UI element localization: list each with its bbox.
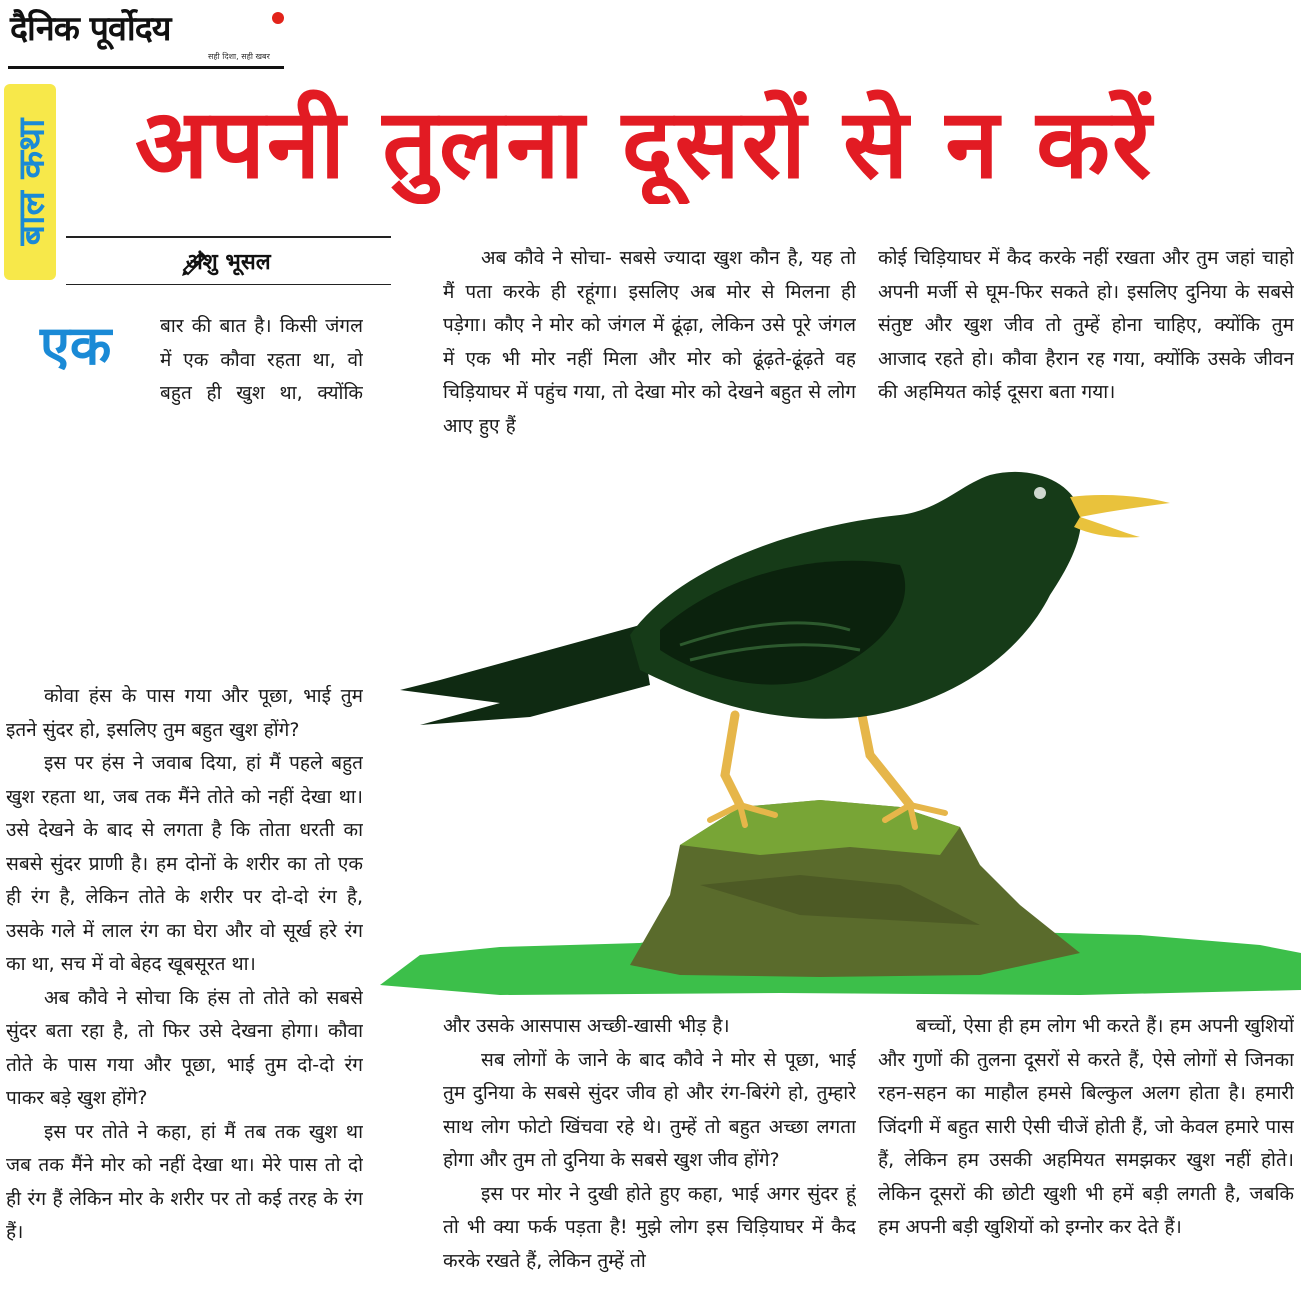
col1-paragraph-2: कोवा हंस के पास गया और पूछा, भाई तुम इतने सुंदर हो, इसलिए तुम बहुत खुश होंगे? — [6, 685, 363, 741]
crow-beak — [1070, 495, 1170, 517]
headline: अपनी तुलना दूसरों से न करें — [135, 88, 1154, 200]
col2-bottom-paragraph-1: और उसके आसपास अच्छी-खासी भीड़ है। — [443, 1015, 730, 1037]
column-2-bottom — [443, 1010, 856, 1310]
col1-intro-text: बार की बात है। किसी जंगल में एक कौवा रहता था, वो बहुत ही खुश था, क्योंकि — [160, 315, 363, 404]
column-2-top — [443, 242, 856, 442]
col2-bottom-paragraph-2: सब लोगों के जाने के बाद कौवे ने मोर से पूछा, भाई तुम दुनिया के सबसे सुंदर जीव हो और रंग-बिरंगे हो, तुम्हारे साथ लोग फोटो खिंचवा रहे थे। तुम्हें तो बहुत अच्छा लगता होगा और तुम तो दुनिया के सबसे खुश जीव होंगे? — [443, 1048, 856, 1171]
masthead-rule — [8, 66, 284, 69]
masthead-logo — [10, 4, 285, 72]
col3-bottom-text: बच्चों, ऐसा ही हम लोग भी करते हैं। हम अपनी खुशियों और गुणों की तुलना दूसरों से करते हैं, ऐसे लोगों से जिनका रहन-सहन का माहौल हमसे बिल्कुल अलग होता है। हमारी जिंदगी में बहुत सारी ऐसी चीजें होती हैं, जो केवल हमारे पास हैं, लेकिन हम उसकी अहमियत समझकर खुश नहीं होते। लेकिन दूसरों की छोटी खुशी भी हमें बड़ी लगती है, जबकि हम अपनी बड़ी खुशियों को इग्नोर कर देते हैं। — [878, 1015, 1294, 1238]
crow-eye — [1034, 487, 1046, 499]
logo-text: दैनिक पूर्वोदय — [10, 9, 171, 49]
section-tag — [4, 84, 56, 280]
crow-tail — [400, 625, 650, 725]
column-3-top — [878, 242, 1294, 442]
section-label: बाल कथा — [11, 118, 53, 246]
logo-tagline: सही दिशा, सही खबर — [208, 52, 270, 61]
author-name: अंशु भूसल — [186, 250, 271, 275]
col2-top-text: अब कौवे ने सोचा- सबसे ज्यादा खुश कौन है, यह तो मैं पता करके ही रहूंगा। इसलिए अब मोर से मिलना ही पड़ेगा। कौए ने मोर को जंगल में ढूंढ़ा, लेकिन उसे पूरे जंगल में एक भी मोर नहीं मिला और मोर को ढूंढ़ते-ढूंढ़ते वह चिड़ियाघर में पहुंच गया, तो देखा मोर को देखने बहुत से लोग आए हुए हैं — [443, 247, 856, 437]
col1-paragraph-3: इस पर हंस ने जवाब दिया, हां मैं पहले बहुत खुश रहता था, जब तक मैंने तोते को नहीं देखा था। उसे देखने के बाद से लगता है कि तोता धरती का सबसे सुंदर प्राणी है। हम दोनों के शरीर का तो एक ही रंग है, लेकिन तोते के शरीर पर दो-दो रंग है, उसके गले में लाल रंग का घेरा और वो सूर्ख हरे रंग का था, सच में वो बेहद खूबसूरत था। — [6, 752, 363, 975]
column-3-bottom — [878, 1010, 1294, 1310]
byline-bar — [66, 236, 391, 285]
dropcap: एक — [40, 314, 112, 377]
crow-illustration — [380, 455, 1301, 1000]
col2-bottom-paragraph-3: इस पर मोर ने दुखी होते हुए कहा, भाई अगर सुंदर हूं तो भी क्या फर्क पड़ता है! मुझे लोग इस चिड़ियाघर में कैद करके रखते हैं, लेकिन तुम्हें तो — [443, 1182, 856, 1272]
col1-paragraph-5: इस पर तोते ने कहा, हां मैं तब तक खुश था जब तक मैंने मोर को नहीं देखा था। मेरे पास तो दो ही रंग हैं लेकिन मोर के शरीर पर तो कई तरह के रंग हैं। — [6, 1120, 363, 1243]
crow-leg-left — [725, 715, 740, 805]
col1-paragraph-4: अब कौवे ने सोचा कि हंस तो तोते को सबसे सुंदर बता रहा है, तो फिर उसे देखना होगा। कौवा तोते के पास गया और पूछा, भाई तुम दो-दो रंग पाकर बड़े खुश होंगे? — [6, 986, 363, 1109]
column-1 — [6, 410, 363, 1310]
crow-leg-right — [860, 705, 910, 805]
logo-dot — [272, 12, 284, 24]
column-1-intro — [160, 310, 363, 411]
col3-top-text: कोई चिड़ियाघर में कैद करके नहीं रखता और तुम जहां चाहो अपनी मर्जी से घूम-फिर सकते हो। इसलिए दुनिया के सबसे संतुष्ट और खुश जीव तो तुम्हें होना चाहिए, क्योंकि तुम आजाद रहते हो। कौवा हैरान रह गया, क्योंकि उसके जीवन की अहमियत कोई दूसरा बता गया। — [878, 247, 1294, 403]
